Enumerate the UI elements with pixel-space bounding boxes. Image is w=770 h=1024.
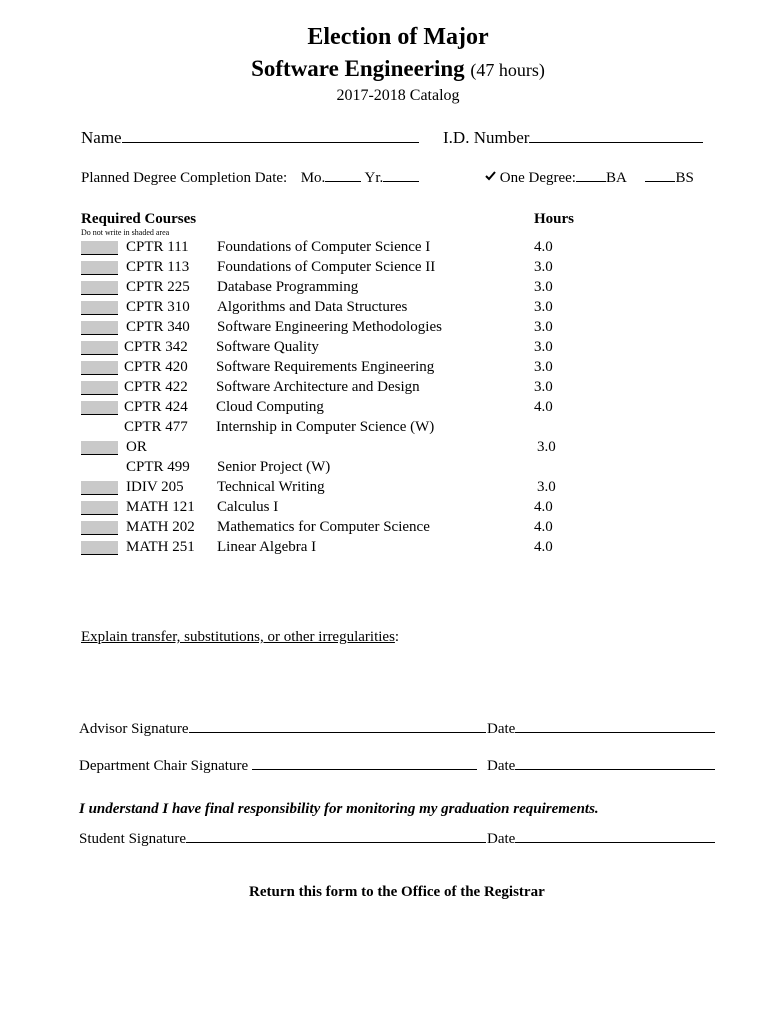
irregularities-label: Explain transfer, substitutions, or other irregularities (81, 629, 395, 645)
completion-date-label: Planned Degree Completion Date: (81, 170, 288, 186)
course-title: Software Requirements Engineering (216, 359, 435, 375)
course-hours: 3.0 (534, 259, 553, 275)
chair-date-row (487, 756, 715, 775)
student-signature-row (79, 829, 486, 848)
course-hours: 3.0 (534, 279, 553, 295)
course-title: Software Engineering Methodologies (217, 319, 442, 335)
irregularities-colon: : (394, 629, 400, 645)
chair-date-label: Date (487, 758, 516, 774)
irregularities-row (81, 629, 399, 646)
course-title: Foundations of Computer Science I (217, 239, 431, 255)
course-hours: 4.0 (534, 539, 553, 555)
bs-label: BS (675, 170, 694, 186)
advisor-signature-label: Advisor Signature (79, 721, 189, 737)
year-blank[interactable] (383, 169, 419, 182)
course-hours: 4.0 (534, 399, 553, 415)
shaded-check-box (81, 241, 118, 255)
course-hours: 3.0 (534, 319, 553, 335)
student-date-line[interactable] (515, 829, 715, 843)
catalog-year: 2017-2018 Catalog (336, 87, 460, 104)
course-code: CPTR 499 (126, 459, 190, 475)
course-code: CPTR 225 (126, 279, 190, 295)
course-code: MATH 121 (126, 499, 195, 515)
course-hours: 4.0 (534, 239, 553, 255)
advisor-signature-row (79, 719, 486, 738)
year-label: Yr. (364, 170, 384, 186)
course-code: MATH 202 (126, 519, 195, 535)
shaded-check-box (81, 341, 118, 355)
shaded-check-box (81, 401, 118, 415)
course-code: IDIV 205 (126, 479, 184, 495)
shaded-check-box (81, 441, 118, 455)
name-blank[interactable] (122, 128, 419, 143)
student-date-row (487, 829, 715, 848)
course-hours: 3.0 (537, 439, 556, 455)
course-title: Database Programming (217, 279, 359, 295)
id-number-blank[interactable] (529, 128, 703, 143)
form-title: Election of Major (307, 24, 489, 50)
course-title: Software Quality (216, 339, 319, 355)
chair-date-line[interactable] (515, 756, 715, 770)
course-hours: 3.0 (537, 479, 556, 495)
shaded-check-box (81, 361, 118, 375)
course-title: Senior Project (W) (217, 459, 331, 475)
one-degree-label: One Degree: (499, 170, 576, 186)
completion-date-row (81, 169, 419, 187)
required-courses-heading: Required Courses (81, 211, 197, 227)
return-instructions: Return this form to the Office of the Registrar (249, 884, 545, 900)
student-signature-line[interactable] (186, 829, 486, 843)
course-hours: 4.0 (534, 519, 553, 535)
ba-blank[interactable] (576, 169, 606, 182)
id-number-field[interactable] (443, 128, 703, 148)
course-hours: 3.0 (534, 299, 553, 315)
course-hours: 3.0 (534, 379, 553, 395)
course-code: CPTR 340 (126, 319, 190, 335)
responsibility-statement: I understand I have final responsibility for monitoring my graduation requirements. (79, 801, 599, 817)
chair-signature-row (79, 756, 477, 775)
course-title: Foundations of Computer Science II (217, 259, 436, 275)
course-title: Technical Writing (217, 479, 325, 495)
student-signature-label: Student Signature (79, 831, 187, 847)
course-code: CPTR 310 (126, 299, 190, 315)
course-title: Software Architecture and Design (216, 379, 420, 395)
course-code: CPTR 111 (126, 239, 189, 255)
course-code: CPTR 422 (124, 379, 188, 395)
shaded-check-box (81, 541, 118, 555)
advisor-signature-line[interactable] (189, 719, 486, 733)
course-hours: 3.0 (534, 339, 553, 355)
name-label: Name (81, 128, 122, 147)
month-blank[interactable] (325, 169, 361, 182)
shaded-check-box (81, 521, 118, 535)
shaded-check-box (81, 261, 118, 275)
course-hours: 3.0 (534, 359, 553, 375)
shaded-check-box (81, 281, 118, 295)
shaded-check-box (81, 501, 118, 515)
student-date-label: Date (487, 831, 516, 847)
course-code: MATH 251 (126, 539, 195, 555)
shaded-check-box (81, 381, 118, 395)
course-title: Calculus I (217, 499, 279, 515)
course-title: Internship in Computer Science (W) (216, 419, 435, 435)
major-name: Software Engineering (251, 56, 465, 81)
id-number-label: I.D. Number (443, 128, 530, 147)
course-code: CPTR 420 (124, 359, 188, 375)
course-code: CPTR 342 (124, 339, 188, 355)
advisor-date-row (487, 719, 715, 738)
one-degree-row (485, 169, 694, 187)
course-title: Algorithms and Data Structures (217, 299, 408, 315)
course-code: CPTR 477 (124, 419, 188, 435)
hours-heading: Hours (534, 211, 575, 227)
advisor-date-line[interactable] (515, 719, 715, 733)
month-label: Mo. (300, 170, 326, 186)
course-code: CPTR 424 (124, 399, 188, 415)
course-hours: 4.0 (534, 499, 553, 515)
name-field[interactable] (81, 128, 419, 148)
shaded-check-box (81, 481, 118, 495)
hours-note: (47 hours) (470, 60, 545, 80)
shaded-area-note: Do not write in shaded area (81, 228, 170, 237)
chair-signature-line[interactable] (252, 756, 477, 770)
ba-label: BA (605, 170, 626, 186)
shaded-check-box (81, 301, 118, 315)
check-icon (485, 171, 496, 181)
course-code: CPTR 113 (126, 259, 190, 275)
course-title: Mathematics for Computer Science (217, 519, 430, 535)
advisor-date-label: Date (487, 721, 516, 737)
chair-signature-label: Department Chair Signature (79, 758, 249, 774)
bs-blank[interactable] (645, 169, 675, 182)
course-title: Linear Algebra I (217, 539, 317, 555)
shaded-check-box (81, 321, 118, 335)
course-code: OR (126, 439, 147, 455)
course-title: Cloud Computing (216, 399, 324, 415)
major-heading (0, 56, 770, 82)
